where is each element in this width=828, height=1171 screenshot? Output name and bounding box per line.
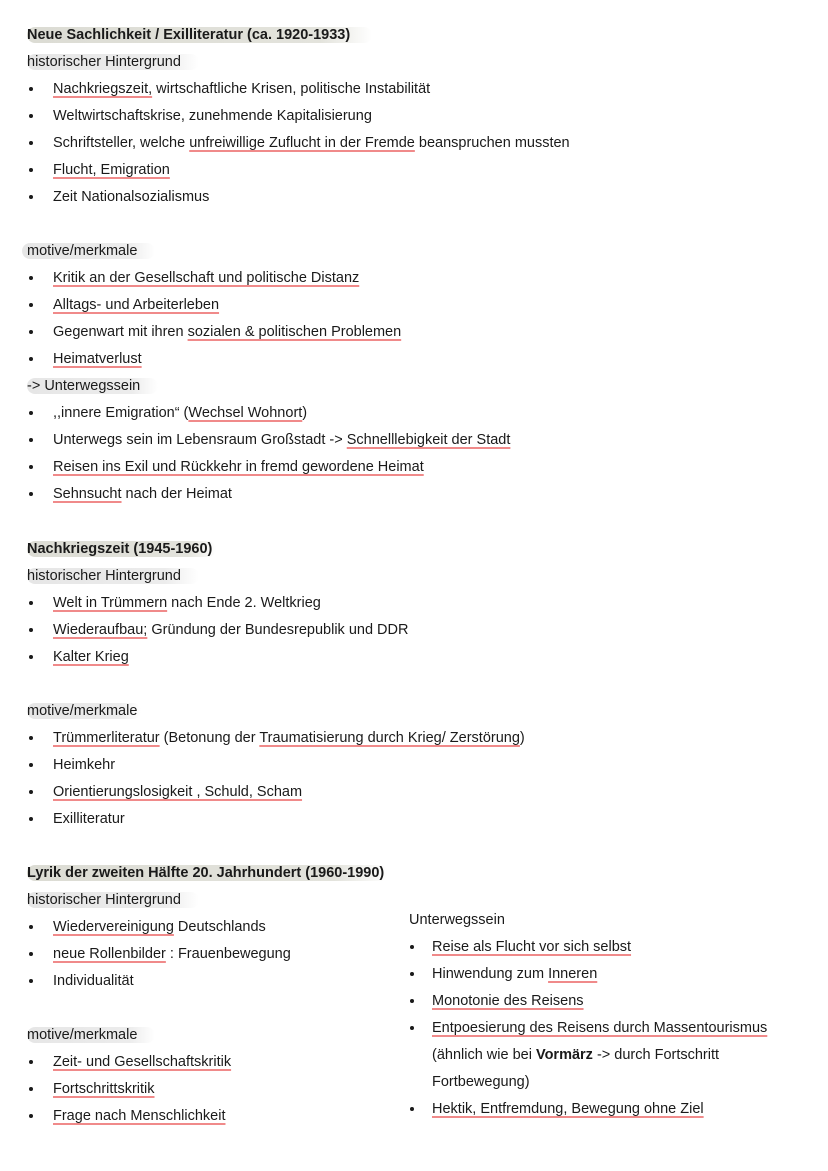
bullet xyxy=(29,790,33,794)
list-item xyxy=(53,294,219,316)
text: Gegenwart mit ihren xyxy=(53,324,188,340)
underlined-text: Welt in Trümmern xyxy=(53,595,168,611)
list-item xyxy=(53,808,125,830)
underlined-text: Reise als Flucht vor sich selbst xyxy=(432,939,632,955)
subheading xyxy=(409,909,505,931)
text: Zeit Nationalsozialismus xyxy=(53,189,210,205)
underlined-text: Zeit- und Gesellschaftskritik xyxy=(53,1054,232,1070)
bullet xyxy=(410,972,414,976)
list-item xyxy=(432,990,584,1012)
list-item xyxy=(53,402,307,424)
subheading xyxy=(27,889,199,911)
bullet xyxy=(29,736,33,740)
list-item xyxy=(53,1078,155,1100)
underlined-text: Sehnsucht xyxy=(53,486,122,502)
bullet xyxy=(29,763,33,767)
bullet xyxy=(29,330,33,334)
underlined-text: Schnelllebigkeit der Stadt xyxy=(346,432,511,448)
underlined-text: unfreiwillige Zuflucht in der Fremde xyxy=(189,135,415,151)
list-item xyxy=(53,1105,225,1127)
list-item xyxy=(432,1017,767,1039)
underlined-text: Wiederaufbau; xyxy=(53,622,148,638)
list-item xyxy=(432,1098,704,1120)
subheading xyxy=(27,375,158,397)
underlined-text: Flucht, Emigration xyxy=(53,162,170,178)
bullet xyxy=(29,1114,33,1118)
list-item xyxy=(53,267,359,289)
bullet xyxy=(29,438,33,442)
list-item xyxy=(53,186,209,208)
bullet xyxy=(29,817,33,821)
list-item xyxy=(432,963,597,985)
bullet xyxy=(29,87,33,91)
bullet xyxy=(29,141,33,145)
text: Hinwendung zum xyxy=(432,966,549,982)
text: Unterwegs sein im Lebensraum Großstadt -> xyxy=(53,432,347,448)
text: ) xyxy=(519,730,525,746)
bullet xyxy=(29,492,33,496)
underlined-text: neue Rollenbilder xyxy=(53,946,166,962)
text: Neue Sachlichkeit / Exilliteratur (ca. 1920-1933) xyxy=(27,27,372,43)
text: Nachkriegszeit (1945-1960) xyxy=(27,541,216,557)
bullet xyxy=(410,945,414,949)
text: Lyrik der zweiten Hälfte 20. Jahrhundert (1960-1990) xyxy=(27,865,388,881)
text: motive/merkmale xyxy=(27,703,141,719)
underlined-text: Orientierungslosigkeit , Schuld, Scham xyxy=(53,784,303,800)
text: -> durch Fortschritt xyxy=(592,1047,720,1063)
bullet xyxy=(29,168,33,172)
list-item xyxy=(53,132,570,154)
bullet xyxy=(29,465,33,469)
bullet xyxy=(29,114,33,118)
text: Gründung der Bundesrepublik und DDR xyxy=(147,622,409,638)
text: Heimkehr xyxy=(53,757,116,773)
text: historischer Hintergrund xyxy=(27,54,199,70)
underlined-text: Monotonie des Reisens xyxy=(432,993,584,1009)
bullet xyxy=(29,276,33,280)
subheading xyxy=(27,51,199,73)
text: -> Unterwegssein xyxy=(27,378,158,394)
bullet xyxy=(29,411,33,415)
list-item-continuation xyxy=(432,1044,719,1066)
text: Exilliteratur xyxy=(53,811,125,827)
text: Deutschlands xyxy=(173,919,266,935)
list-item xyxy=(53,619,408,641)
list-item xyxy=(53,321,401,343)
bullet xyxy=(410,999,414,1003)
list-item xyxy=(53,646,129,668)
text: : Frauenbewegung xyxy=(165,946,291,962)
list-item xyxy=(53,943,291,965)
section-title xyxy=(27,862,388,884)
underlined-text: sozialen & politischen Problemen xyxy=(187,324,402,340)
underlined-text: Nachkriegszeit, xyxy=(53,81,153,97)
list-item xyxy=(53,348,142,370)
list-item xyxy=(53,970,134,992)
subheading xyxy=(27,1024,155,1046)
bullet xyxy=(410,1107,414,1111)
subheading xyxy=(27,700,141,722)
underlined-text: Traumatisierung durch Krieg/ Zerstörung xyxy=(259,730,520,746)
underlined-text: Hektik, Entfremdung, Bewegung ohne Ziel xyxy=(432,1101,704,1117)
text: nach der Heimat xyxy=(121,486,232,502)
underlined-text: Heimatverlust xyxy=(53,351,142,367)
underlined-text: Frage nach Menschlichkeit xyxy=(53,1108,226,1124)
list-item xyxy=(53,781,302,803)
text: (ähnlich wie bei xyxy=(432,1047,536,1063)
underlined-text: Fortschrittskritik xyxy=(53,1081,155,1097)
list-item xyxy=(53,1051,231,1073)
list-item xyxy=(53,754,115,776)
bullet xyxy=(29,655,33,659)
text: nach Ende 2. Weltkrieg xyxy=(167,595,321,611)
text: Unterwegssein xyxy=(409,912,505,928)
text: Individualität xyxy=(53,973,134,989)
bullet xyxy=(29,601,33,605)
list-item xyxy=(432,936,631,958)
text: motive/merkmale xyxy=(27,1027,155,1043)
underlined-text: Kalter Krieg xyxy=(53,649,129,665)
text: Fortbewegung) xyxy=(432,1074,530,1090)
list-item xyxy=(53,483,232,505)
text: Schriftsteller, welche xyxy=(53,135,190,151)
subheading xyxy=(22,240,155,262)
bullet xyxy=(29,628,33,632)
text: historischer Hintergrund xyxy=(27,568,199,584)
bullet xyxy=(29,925,33,929)
bullet xyxy=(29,952,33,956)
section-title xyxy=(27,538,216,560)
underlined-text: Inneren xyxy=(548,966,598,982)
underlined-text: Entpoesierung des Reisens durch Massentourismus xyxy=(432,1020,768,1036)
bullet xyxy=(29,195,33,199)
underlined-text: Kritik an der Gesellschaft und politische Distanz xyxy=(53,270,360,286)
text: Weltwirtschaftskrise, zunehmende Kapitalisierung xyxy=(53,108,372,124)
text: ,,innere Emigration“ ( xyxy=(53,405,189,421)
list-item xyxy=(53,105,372,127)
text: motive/merkmale xyxy=(22,243,155,259)
bold-text: Vormärz xyxy=(535,1047,593,1063)
list-item xyxy=(53,456,424,478)
list-item xyxy=(53,159,170,181)
bullet xyxy=(410,1026,414,1030)
subheading xyxy=(27,565,199,587)
list-item xyxy=(53,429,510,451)
underlined-text: Reisen ins Exil und Rückkehr in fremd gewordene Heimat xyxy=(53,459,424,475)
bullet xyxy=(29,979,33,983)
underlined-text: Trümmerliteratur xyxy=(53,730,160,746)
bullet xyxy=(29,1060,33,1064)
bullet xyxy=(29,357,33,361)
list-item xyxy=(53,78,430,100)
underlined-text: Wechsel Wohnort xyxy=(188,405,303,421)
list-item-continuation xyxy=(432,1071,530,1093)
text: historischer Hintergrund xyxy=(27,892,199,908)
text: beanspruchen mussten xyxy=(414,135,570,151)
bullet xyxy=(29,303,33,307)
list-item xyxy=(53,727,525,749)
text: ) xyxy=(302,405,308,421)
bullet xyxy=(29,1087,33,1091)
text: wirtschaftliche Krisen, politische Instabilität xyxy=(152,81,431,97)
underlined-text: Wiedervereinigung xyxy=(53,919,174,935)
section-title xyxy=(27,24,372,46)
text: (Betonung der xyxy=(159,730,260,746)
list-item xyxy=(53,916,266,938)
list-item xyxy=(53,592,321,614)
underlined-text: Alltags- und Arbeiterleben xyxy=(53,297,220,313)
